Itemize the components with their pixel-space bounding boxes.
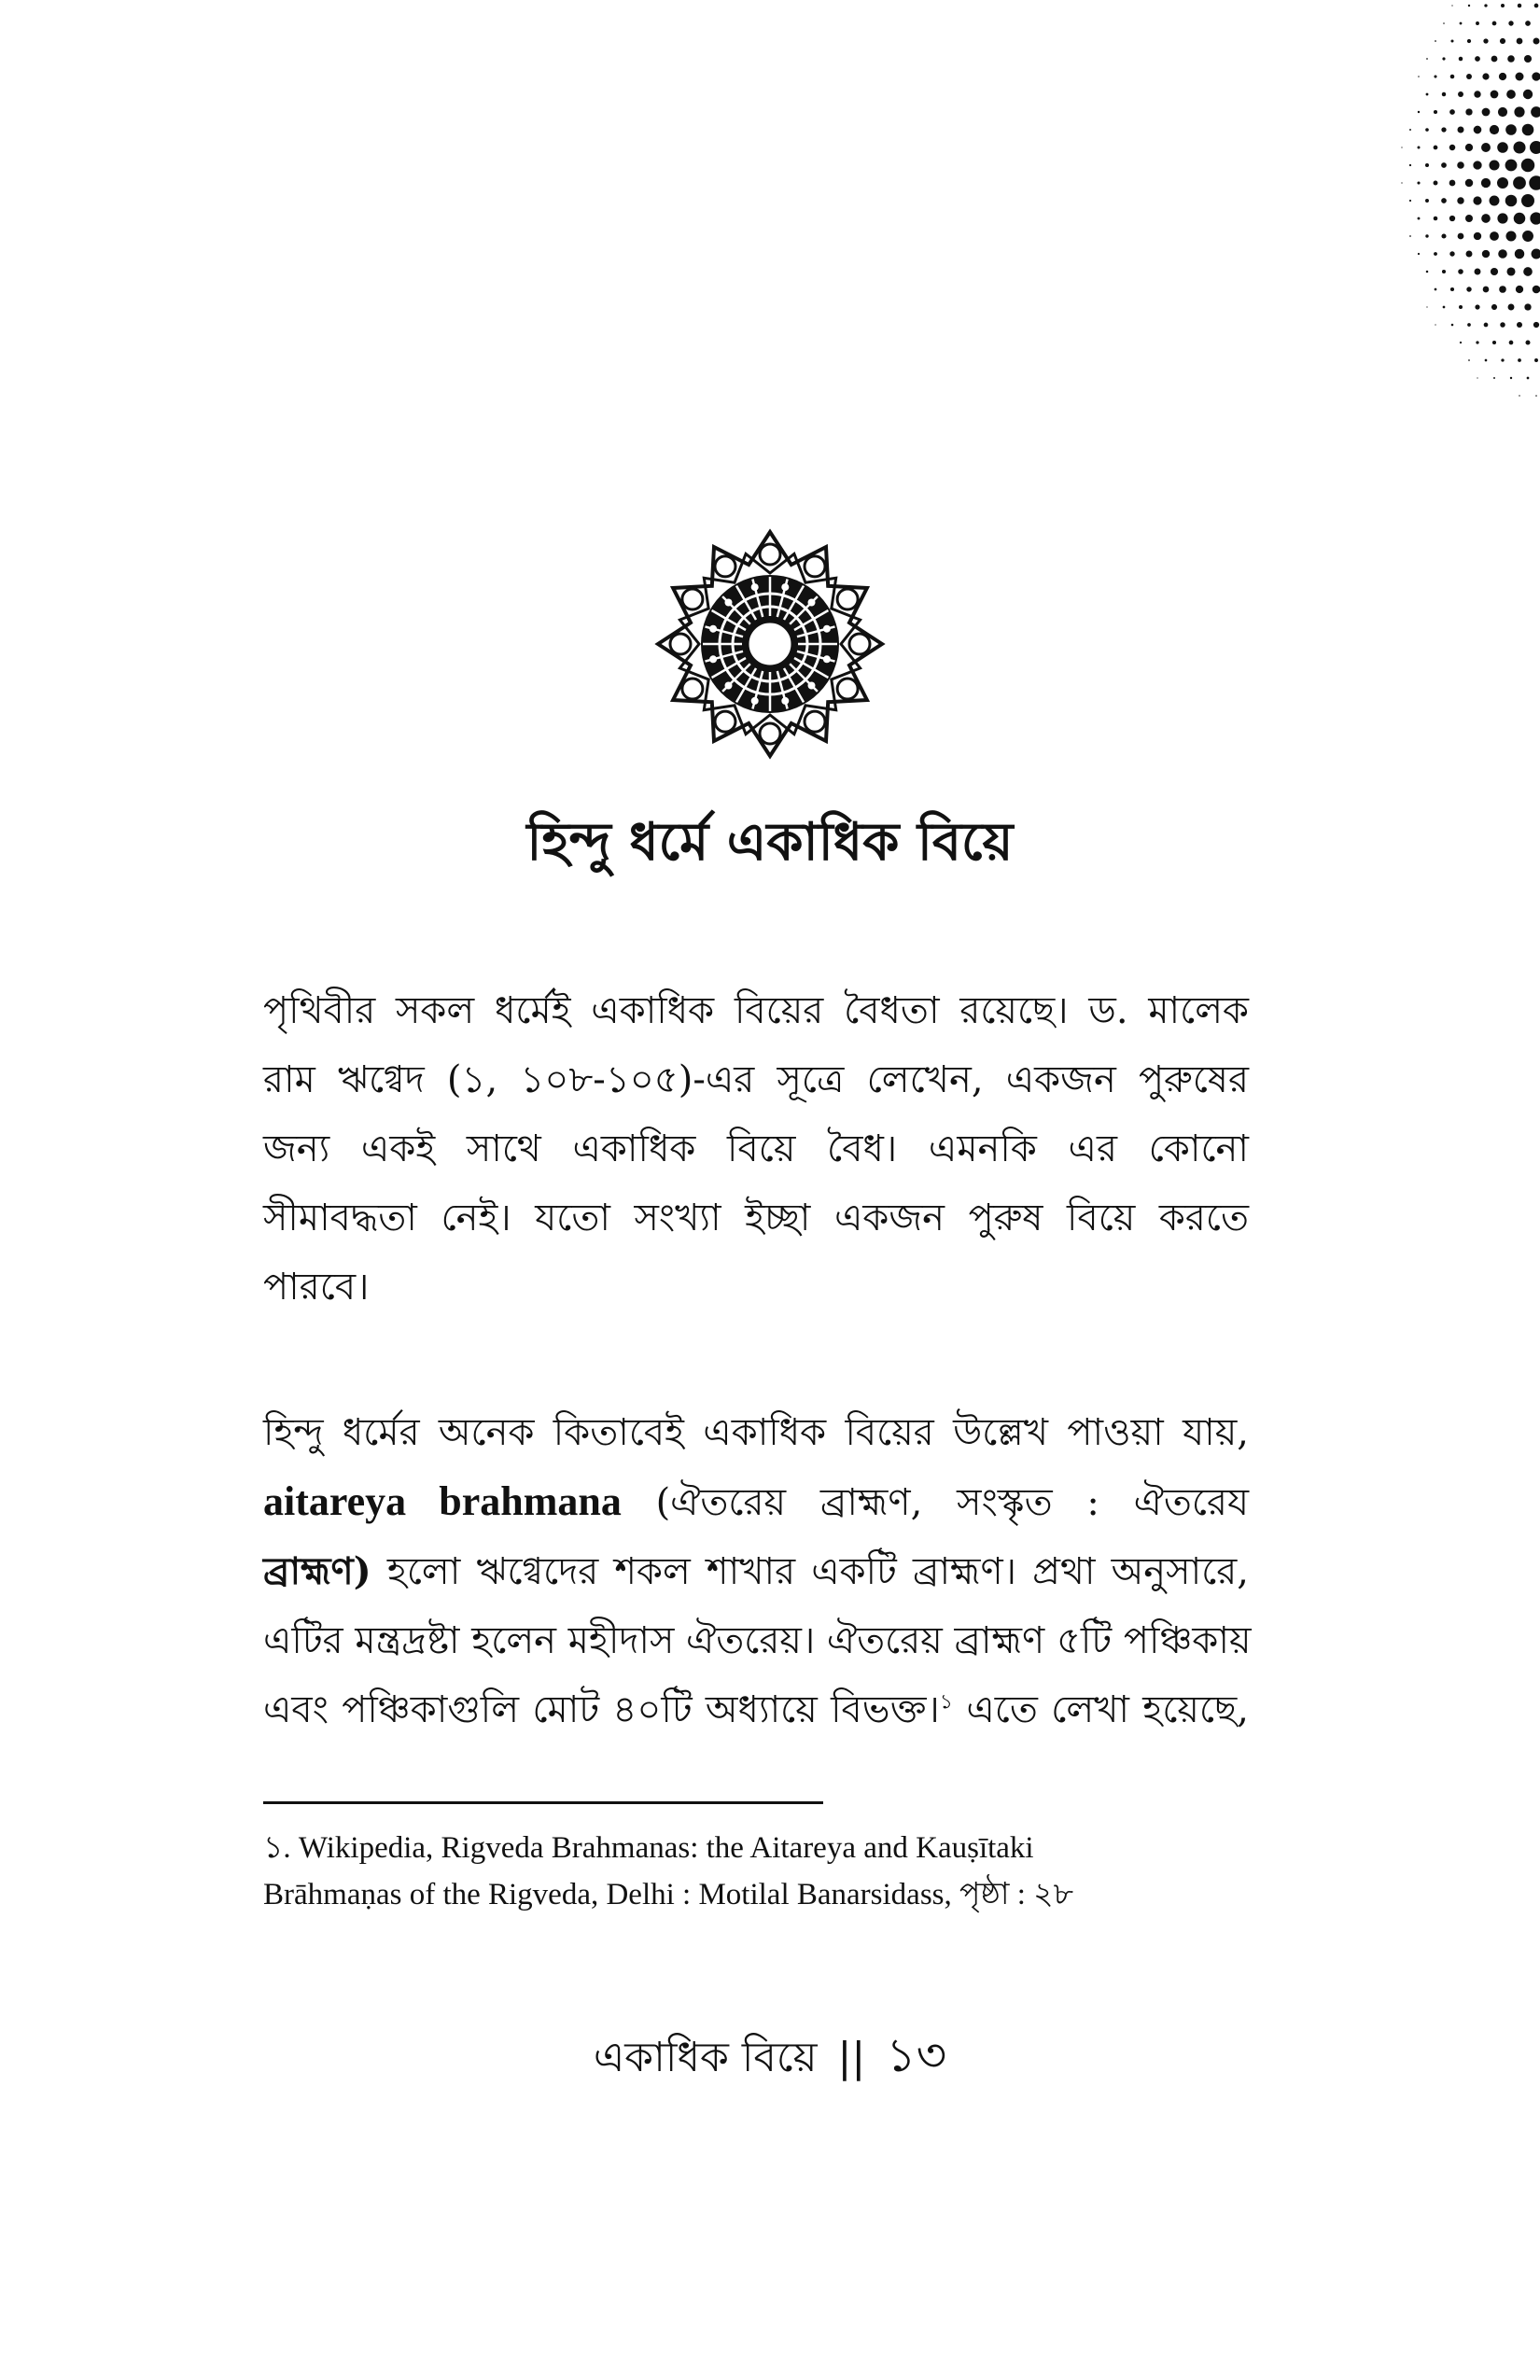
footnote-line: ১. Wikipedia, Rigveda Brahmanas: the Aitareya and Kauṣītaki — [263, 1831, 1034, 1865]
page-footer — [0, 2027, 1540, 2086]
text-line: হিন্দু ধর্মের অনেক কিতাবেই একাধিক বিয়ের উল্লেখ পাওয়া যায়, — [263, 1411, 1249, 1454]
text-line — [263, 1537, 1249, 1606]
text-line: পৃথিবীর সকল ধর্মেই একাধিক বিয়ের বৈধতা রয়েছে। ড. মালেক — [263, 989, 1249, 1032]
text-fragment: (ঐতরেয় ব্রাহ্মণ, সংস্কৃত : ঐতরেয — [621, 1481, 1250, 1524]
text-fragment: এবং পঞ্চিকাগুলি মোট ৪০টি অধ্যায়ে বিভক্ত। — [263, 1688, 940, 1731]
text-line: পারবে। — [263, 1266, 370, 1309]
text-line: জন্য একই সাথে একাধিক বিয়ে বৈধ। এমনকি এর কোনো — [263, 1127, 1249, 1170]
footnote-divider — [263, 1801, 823, 1804]
text-fragment: হলো ঋগ্বেদের শকল শাখার একটি ব্রাহ্মণ। প্রথা অনুসারে, — [371, 1550, 1249, 1593]
mandala-ornament-icon — [653, 527, 887, 761]
bold-term: ব্রাহ্মণ) — [263, 1549, 371, 1593]
page-number: ১৩ — [886, 2028, 947, 2082]
text-line — [263, 1675, 1249, 1744]
footnote-line: Brāhmaṇas of the Rigveda, Delhi : Motilal Banarsidass, পৃষ্ঠা : ২৮ — [263, 1878, 1074, 1911]
text-line: সীমাবদ্ধতা নেই। যতো সংখ্যা ইচ্ছা একজন পুরুষ বিয়ে করতে — [263, 1197, 1249, 1239]
halftone-dots-decoration — [1279, 0, 1540, 541]
text-line: রাম ঋগ্বেদ (১, ১০৮-১০৫)-এর সূত্রে লেখেন, একজন পুরুষের — [263, 1058, 1249, 1101]
text-line: এটির মন্ত্রদ্রষ্টা হলেন মহীদাস ঐতরেয়। ঐতরেয় ব্রাহ্মণ ৫টি পঞ্চিকায় — [263, 1619, 1252, 1662]
text-line — [263, 1467, 1249, 1537]
footer-separator: || — [837, 2034, 866, 2081]
footnote — [263, 1825, 1253, 1918]
text-fragment: এতে লেখা হয়েছে, — [953, 1688, 1249, 1731]
paragraph-2 — [263, 1398, 1252, 1744]
footnote-marker[interactable]: ১ — [939, 1690, 954, 1715]
bold-term: aitareya brahmana — [263, 1478, 622, 1524]
footer-book-title: একাধিক বিয়ে — [593, 2034, 818, 2081]
chapter-title: হিন্দু ধর্মে একাধিক বিয়ে — [526, 812, 1014, 873]
paragraph-1 — [263, 976, 1249, 1322]
